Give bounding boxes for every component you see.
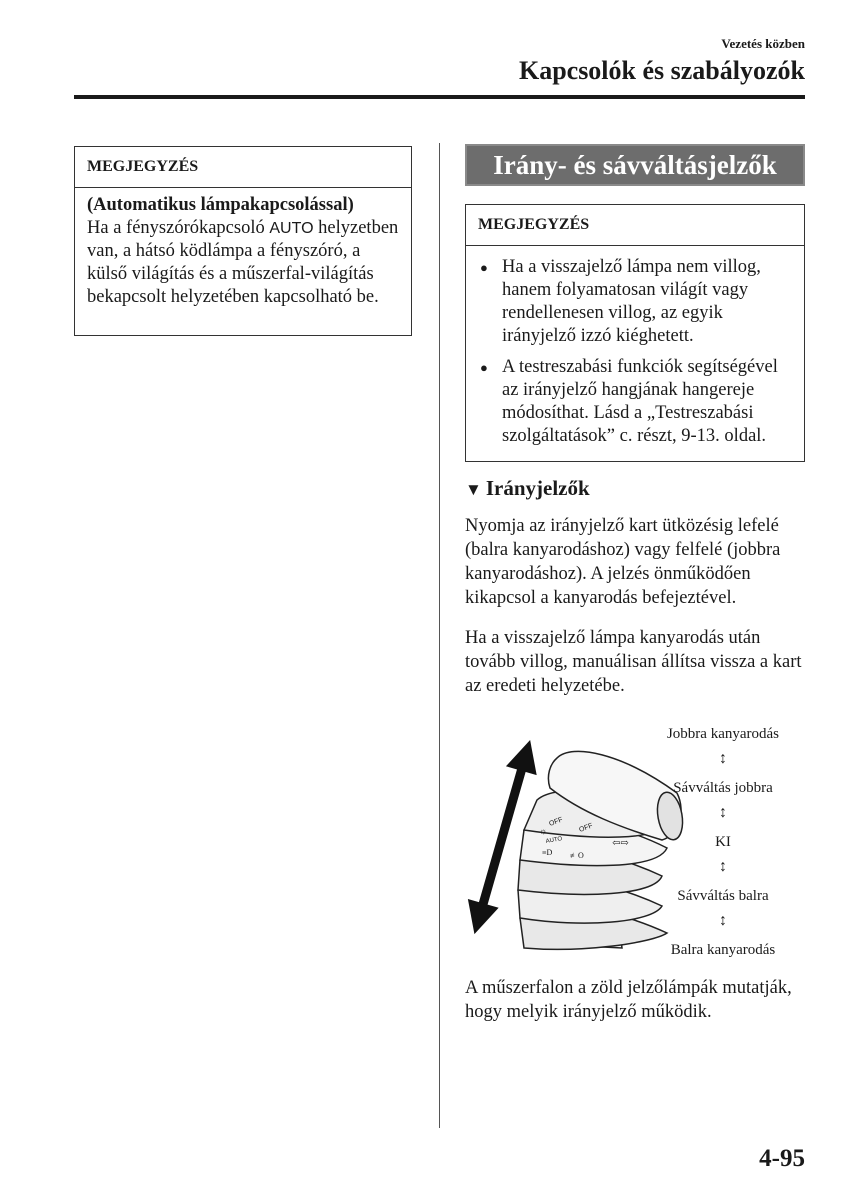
- paragraph-1: Nyomja az irányjelző kart ütközésig lefelé (balra kanyarodáshoz) vagy felfelé (jobbra kanyarodáshoz). A jelzés önműködően kikapcsol a kanyarodás befejeztével.: [465, 516, 781, 608]
- right-note-box: [465, 204, 805, 462]
- section-title-bar: Irány- és sávváltásjelzők: [465, 144, 805, 186]
- light-symbol-icon: ☼: [539, 826, 548, 836]
- separator-arrow-icon: ↕: [719, 912, 727, 929]
- turn-signal-figure: [462, 718, 808, 968]
- page-number: 4-95: [759, 1145, 805, 1172]
- triangle-marker-icon: ▼: [465, 480, 482, 499]
- separator-arrow-icon: ↕: [719, 858, 727, 875]
- right-note-body: [466, 246, 804, 464]
- off-marking: OFF: [578, 822, 594, 834]
- header-rule: [74, 95, 805, 99]
- note-bullet-item: ● A testreszabási funkciók segítségével az irányjelző hangjának hangereje módosíthat. Lásd a „Testreszabási szolgáltatások” c. részt, 9-13. oldal.: [478, 356, 792, 448]
- section-kicker: Vezetés közben: [721, 36, 805, 51]
- left-note-text-after: helyzetben van, a hátsó ködlámpa a fényszóró, a külső világítás és a műszerfal-világítás bekapcsolt helyzetében kapcsolható be.: [87, 218, 399, 307]
- page-heading: Kapcsolók és szabályozók: [518, 56, 805, 85]
- label-right-turn: Jobbra kanyarodás: [666, 726, 780, 742]
- column-divider: [439, 143, 440, 1128]
- note-bullet-item: ● Ha a visszajelző lámpa nem villog, hanem folyamatosan világít vagy rendellenesen villog, az egyik irányjelző izzó kiéghetett.: [478, 256, 792, 348]
- left-note-body: [75, 188, 411, 317]
- auto-switch-label: AUTO: [269, 220, 314, 237]
- closing-paragraph: A műszerfalon a zöld jelzőlámpák mutatják, hogy melyik irányjelző működik.: [465, 978, 792, 1022]
- auto-marking: AUTO: [545, 836, 563, 845]
- separator-arrow-icon: ↕: [719, 804, 727, 821]
- label-lane-change-right: Sávváltás jobbra: [673, 780, 773, 796]
- label-off: KI: [715, 834, 731, 850]
- left-note-box: [74, 146, 412, 336]
- headlight-symbol-icon: ≡D: [542, 848, 553, 857]
- left-note-subheading: (Automatikus lámpakapcsolással): [87, 195, 354, 215]
- label-lane-change-left: Sávváltás balra: [677, 888, 769, 904]
- label-left-turn: Balra kanyarodás: [670, 942, 776, 958]
- note-bullet-list: [478, 256, 792, 448]
- off-marking: OFF: [548, 816, 564, 828]
- separator-arrow-icon: ↕: [719, 750, 727, 767]
- left-note-text-before: Ha a fényszórókapcsoló: [87, 218, 270, 238]
- right-note-heading: MEGJEGYZÉS: [466, 205, 804, 246]
- left-note-heading: MEGJEGYZÉS: [75, 147, 411, 188]
- subheading-text: Irányjelzők: [485, 476, 590, 500]
- fog-lamp-icon: ≢O: [570, 851, 584, 860]
- paragraph-2: Ha a visszajelző lámpa kanyarodás után tovább villog, manuálisan állítsa vissza a kart az eredeti helyzetébe.: [465, 628, 802, 696]
- subheading: [465, 476, 590, 501]
- turn-arrows-icon: ⇦⇨: [612, 838, 629, 849]
